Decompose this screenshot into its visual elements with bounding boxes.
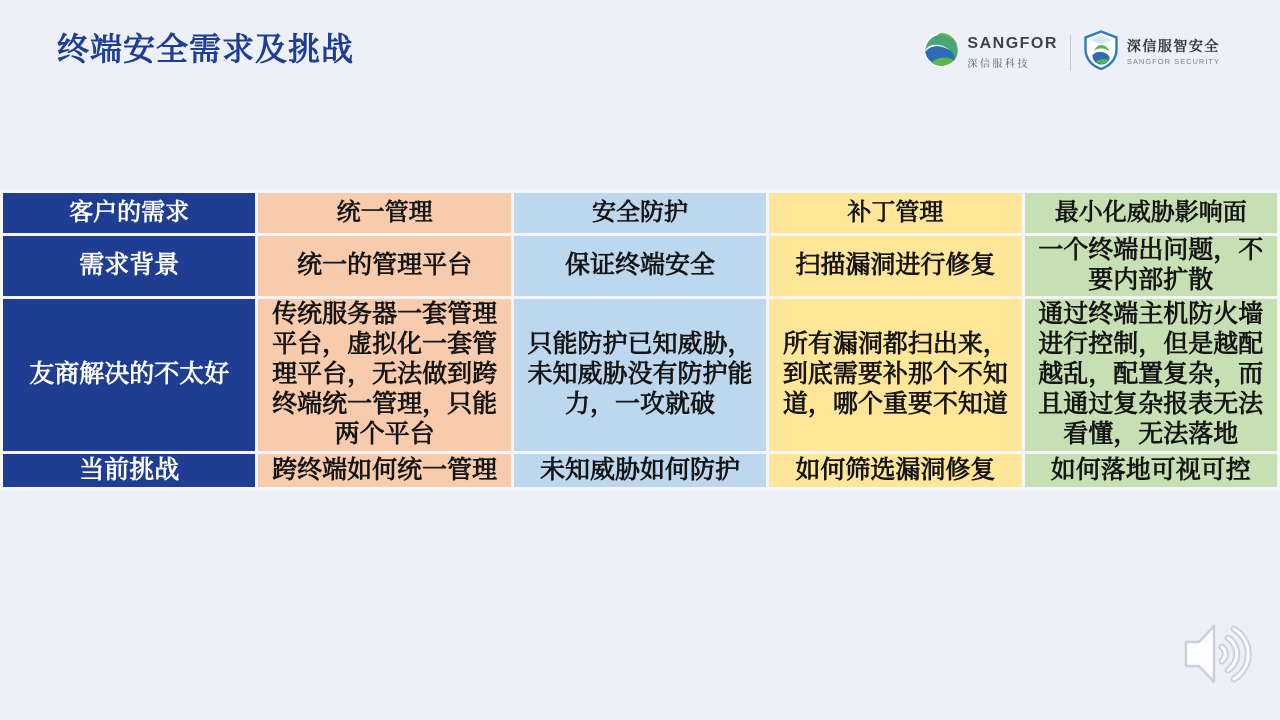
table-header-cell: 补丁管理: [769, 193, 1021, 233]
table-cell: 如何落地可视可控: [1025, 454, 1277, 487]
sangfor-globe-icon: [923, 32, 959, 73]
table-header-cell: 客户的需求: [3, 193, 255, 233]
logo-cluster: [923, 30, 1220, 75]
table-cell: 未知威胁如何防护: [514, 454, 766, 487]
security-sub-label: SANGFOR SECURITY: [1126, 56, 1220, 66]
table-header-cell: 最小化威胁影响面: [1025, 193, 1277, 233]
row-label-cell: 友商解决的不太好: [3, 299, 255, 451]
row-label-cell: 需求背景: [3, 236, 255, 296]
table-cell: 一个终端出问题，不要内部扩散: [1025, 236, 1277, 296]
table-header-cell: 统一管理: [258, 193, 510, 233]
sangfor-logo-text: [967, 35, 1058, 70]
row-label-cell: 当前挑战: [3, 454, 255, 487]
sangfor-sub-label: 深信服科技: [967, 58, 1030, 70]
page-title: 终端安全需求及挑战: [57, 31, 355, 67]
table-cell: 跨终端如何统一管理: [258, 454, 510, 487]
sangfor-logo: [923, 32, 1058, 73]
table-cell: 通过终端主机防火墙进行控制，但是越配越乱，配置复杂，而且通过复杂报表无法看懂，无法落地: [1025, 299, 1277, 451]
table-header-cell: 安全防护: [514, 193, 766, 233]
sangfor-security-logo: [1083, 30, 1220, 75]
table-cell: 如何筛选漏洞修复: [769, 454, 1021, 487]
table-cell: 统一的管理平台: [258, 236, 510, 296]
security-wordmark: 深信服智安全: [1126, 38, 1220, 55]
security-logo-text: [1127, 39, 1220, 65]
audio-speaker-icon[interactable]: [1172, 618, 1254, 697]
needs-challenges-table: [0, 190, 1280, 490]
table-cell: 传统服务器一套管理平台，虚拟化一套管理平台，无法做到跨终端统一管理，只能两个平台: [258, 299, 510, 451]
security-shield-icon: [1083, 30, 1119, 75]
logo-divider: [1070, 35, 1071, 71]
table-cell: 扫描漏洞进行修复: [769, 236, 1021, 296]
table-cell: 保证终端安全: [514, 236, 766, 296]
table-cell: 所有漏洞都扫出来，到底需要补那个不知道，哪个重要不知道: [769, 299, 1021, 451]
table-cell: 只能防护已知威胁，未知威胁没有防护能力，一攻就破: [514, 299, 766, 451]
sangfor-wordmark: SANGFOR: [967, 35, 1058, 53]
